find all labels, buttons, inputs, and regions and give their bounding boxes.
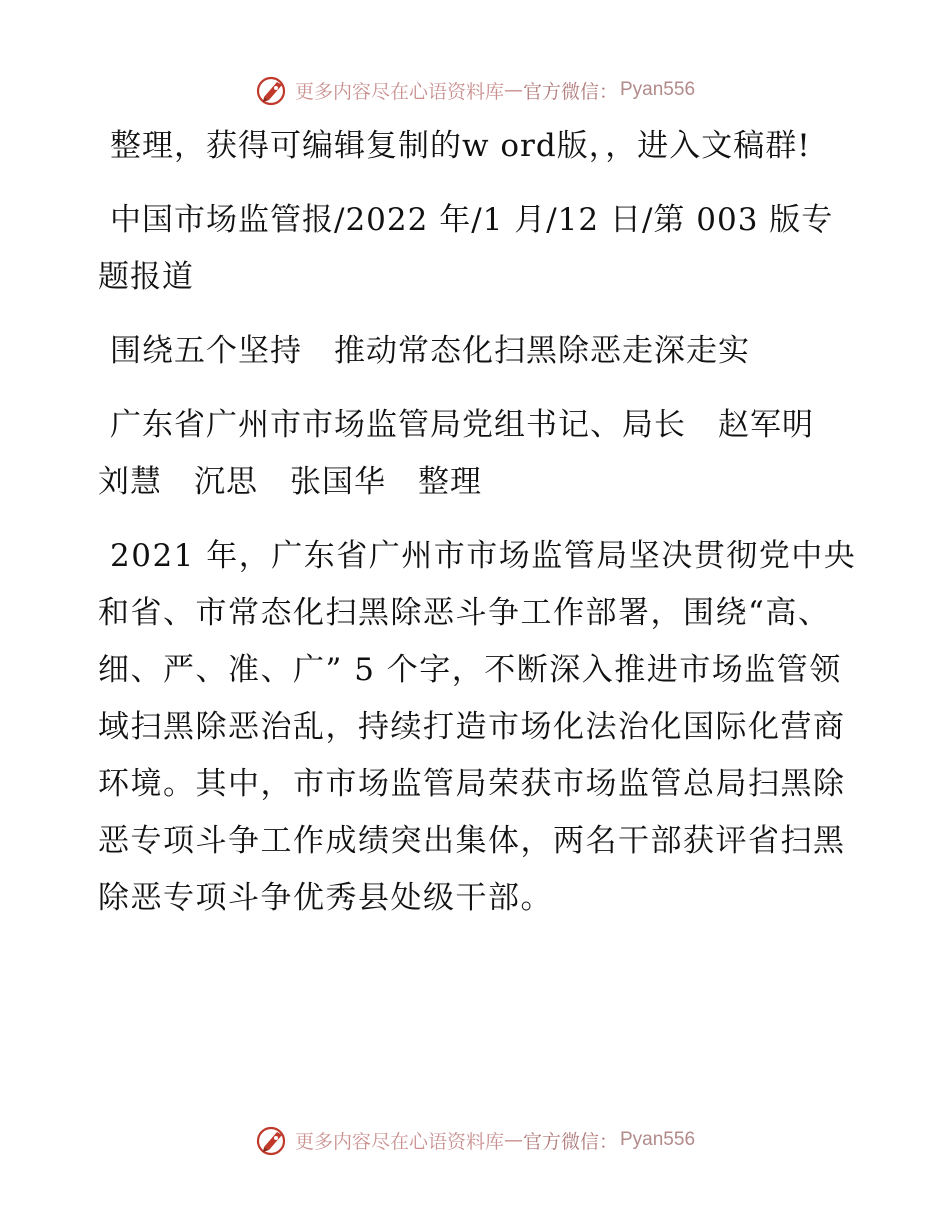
article-content <box>98 118 858 944</box>
pen-logo-icon <box>255 73 289 107</box>
footer-wechat-label: 官方微信： <box>522 1130 618 1153</box>
body-paragraph: 2021 年，广东省广州市市场监管局坚决贯彻党中央和省、市常态化扫黑除恶斗争工作部署，围绕“高、细、严、准、广” 5 个字，不断深入推进市场监管领域扫黑除恶治乱，持续打造市场化法治化国际化营商环境。其中，市市场监管局荣获市场监管总局扫黑除恶专项斗争工作成绩突出集体，两名干部获评省扫黑除恶专项斗争优秀县处级干部。 <box>98 538 857 916</box>
footer-dash: — <box>503 1129 523 1151</box>
footer-wechat-id: Pyan556 <box>620 1129 696 1150</box>
source-line: 中国市场监管报/2022 年/1 月/12 日/第 003 版专题报道 <box>98 202 834 295</box>
footer-watermark-banner <box>0 1120 950 1160</box>
article-title: 围绕五个坚持 推动常态化扫黑除恶走深走实 <box>110 333 750 369</box>
header-wechat-id: Pyan556 <box>620 79 696 100</box>
footer-brand-text: 更多内容尽在心语资料库 <box>294 1130 504 1153</box>
pen-logo-icon <box>255 1123 289 1157</box>
header-wechat-label: 官方微信： <box>522 80 618 103</box>
header-brand-text: 更多内容尽在心语资料库 <box>294 80 504 103</box>
intro-paragraph: 整理，获得可编辑复制的w ord版，，进入文稿群! <box>110 128 811 164</box>
header-watermark-banner <box>0 70 950 110</box>
header-dash: — <box>503 79 523 101</box>
byline: 广东省广州市市场监管局党组书记、局长 赵军明 刘慧 沉思 张国华 整理 <box>98 407 846 500</box>
